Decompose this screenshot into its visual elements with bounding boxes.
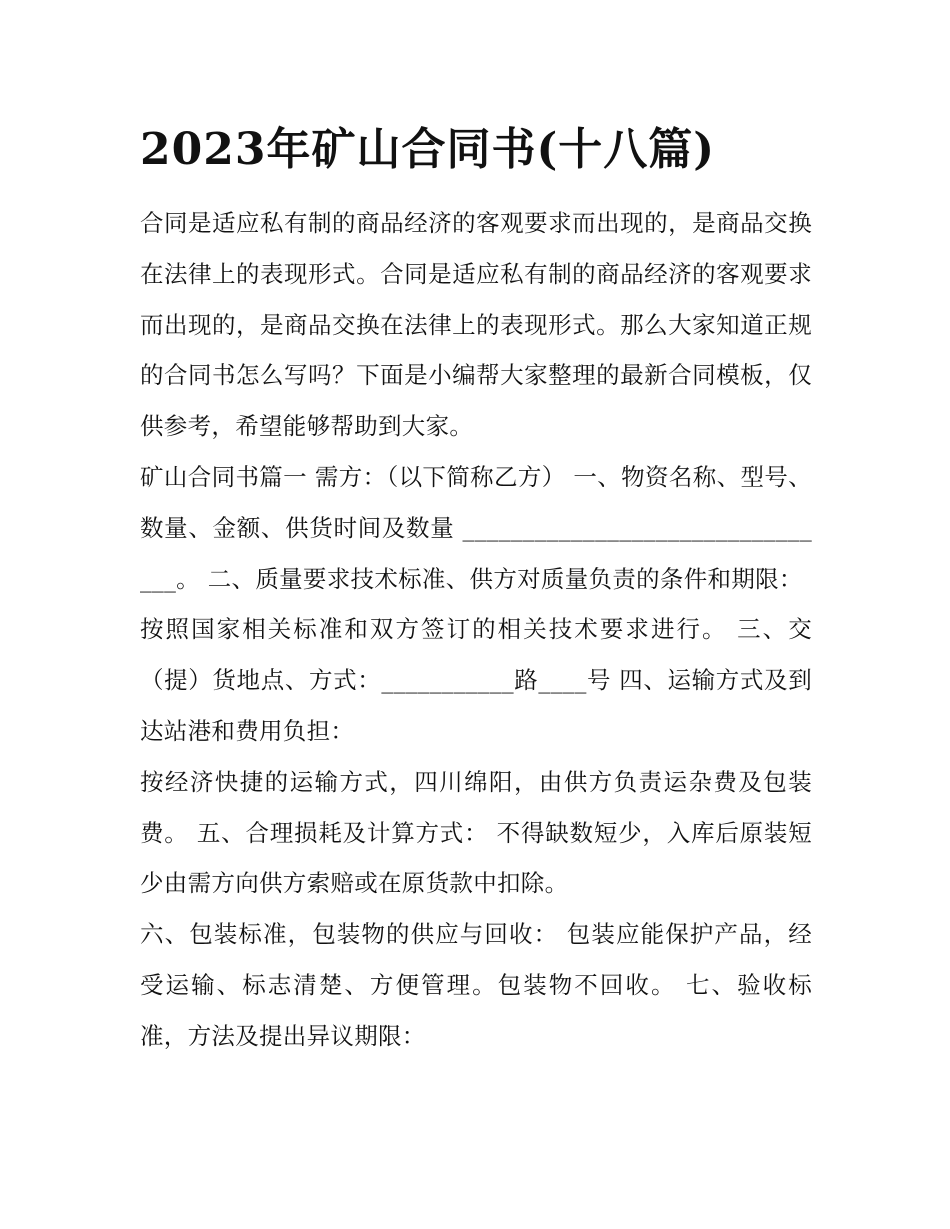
document-page	[140, 112, 812, 1062]
paragraph-article-5: 按经济快捷的运输方式，四川绵阳，由供方负责运杂费及包装费。 五、合理损耗及计算方式： 不得缺数短少，入库后原装短少由需方向供方索赔或在原货款中扣除。	[140, 767, 812, 898]
paragraph-intro: 合同是适应私有制的商品经济的客观要求而出现的，是商品交换在法律上的表现形式。合同是适应私有制的商品经济的客观要求而出现的，是商品交换在法律上的表现形式。那么大家知道正规的合同书怎么写吗？下面是小编帮大家整理的最新合同模板，仅供参考，希望能够帮助到大家。	[140, 209, 812, 441]
paragraph-article-3-4: 按照国家相关标准和双方签订的相关技术要求进行。 三、交（提）货地点、方式：___________路____号 四、运输方式及到达站港和费用负担：	[140, 615, 812, 745]
paragraph-article-6-7: 六、包装标准，包装物的供应与回收： 包装应能保护产品，经受运输、标志清楚、方便管理。包装物不回收。 七、验收标准，方法及提出异议期限：	[140, 920, 812, 1050]
paragraph-article-1-2: 矿山合同书篇一 需方：（以下简称乙方） 一、物资名称、型号、数量、金额、供货时间及数量 ________________________________。 二、质量要求技术标准、供方对质量负责的条件和期限：	[140, 462, 812, 593]
document-title: 2023年矿山合同书(十八篇)	[140, 124, 716, 175]
